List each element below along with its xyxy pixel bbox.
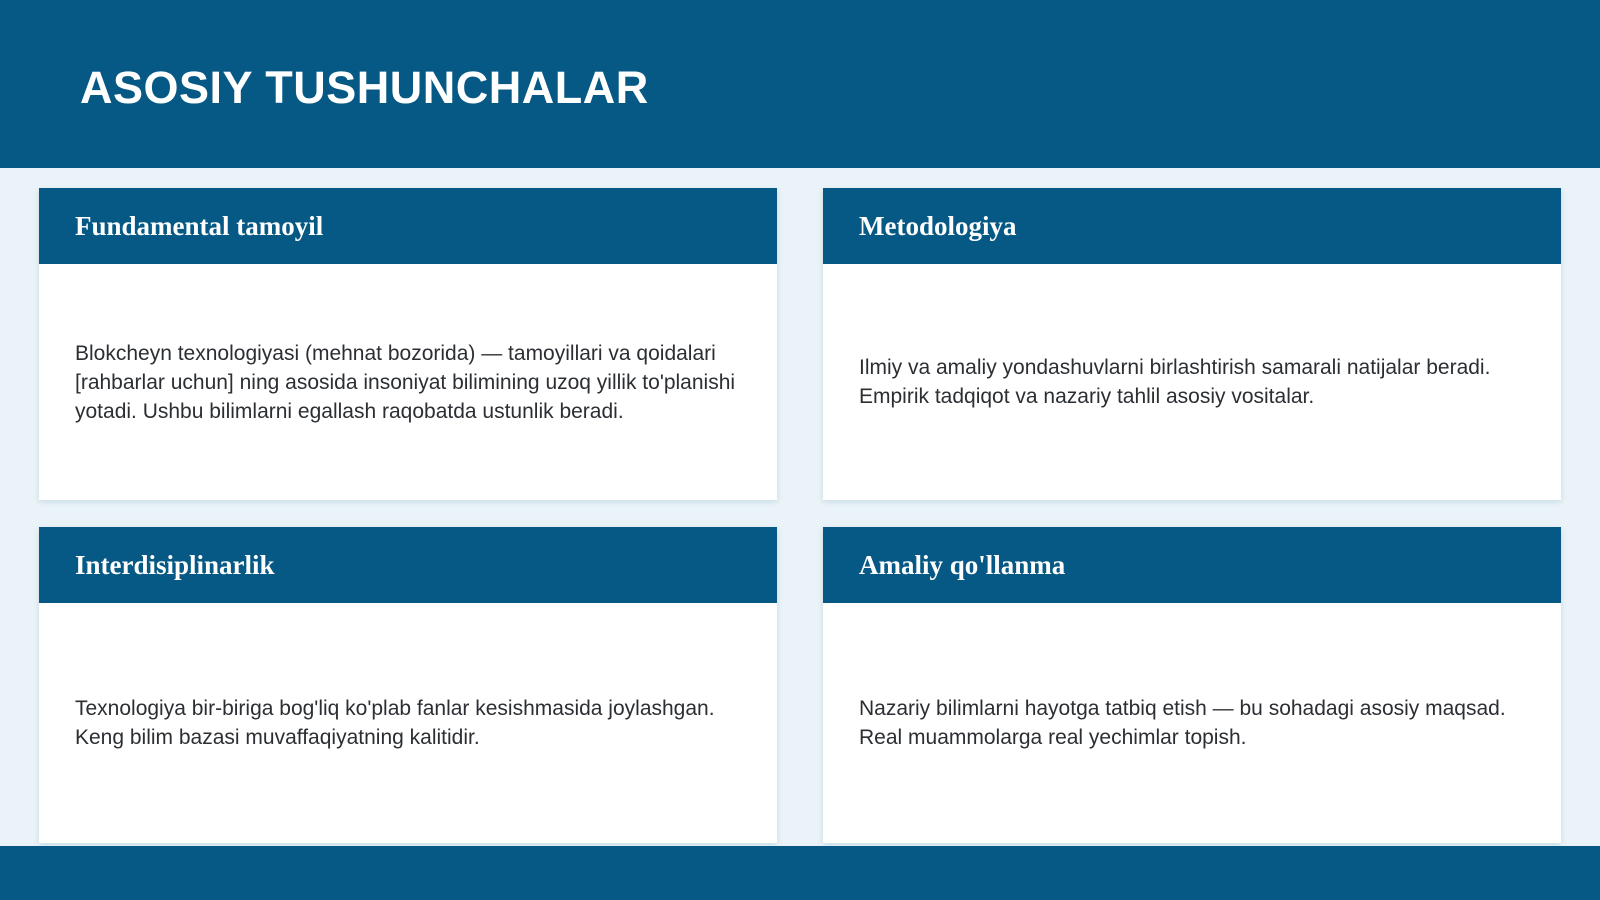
card-text: Texnologiya bir-biriga bog'liq ko'plab fanlar kesishmasida joylashgan. Keng bilim bazasi muvaffaqiyatning kalitidir.	[75, 697, 715, 749]
card-fundamental-tamoyil	[39, 188, 777, 500]
header-bar	[0, 0, 1600, 168]
page-title: ASOSIY TUSHUNCHALAR	[80, 62, 649, 113]
card-heading: Amaliy qo'llanma	[859, 549, 1066, 580]
card-header	[823, 527, 1561, 603]
card-heading: Fundamental tamoyil	[75, 210, 324, 241]
card-metodologiya	[823, 188, 1561, 500]
card-text: Ilmiy va amaliy yondashuvlarni birlashtirish samarali natijalar beradi. Empirik tadqiqot va nazariy tahlil asosiy vositalar.	[859, 356, 1491, 408]
card-heading: Interdisiplinarlik	[75, 549, 275, 580]
card-header	[39, 188, 777, 264]
card-header	[39, 527, 777, 603]
card-body	[823, 264, 1561, 500]
footer-bar	[0, 846, 1600, 900]
card-body	[39, 264, 777, 500]
card-heading: Metodologiya	[859, 210, 1017, 241]
card-body	[823, 603, 1561, 843]
card-text: Blokcheyn texnologiyasi (mehnat bozorida) — tamoyillari va qoidalari [rahbarlar uchun] ning asosida insoniyat bilimining uzoq yillik to'planishi yotadi. Ushbu bilimlarni egallash raqobatda ustunlik beradi.	[75, 341, 736, 423]
card-header	[823, 188, 1561, 264]
card-amaliy-qollanma	[823, 527, 1561, 843]
card-text: Nazariy bilimlarni hayotga tatbiq etish — bu sohadagi asosiy maqsad. Real muammolarga real yechimlar topish.	[859, 697, 1506, 749]
card-interdisiplinarlik	[39, 527, 777, 843]
card-body	[39, 603, 777, 843]
